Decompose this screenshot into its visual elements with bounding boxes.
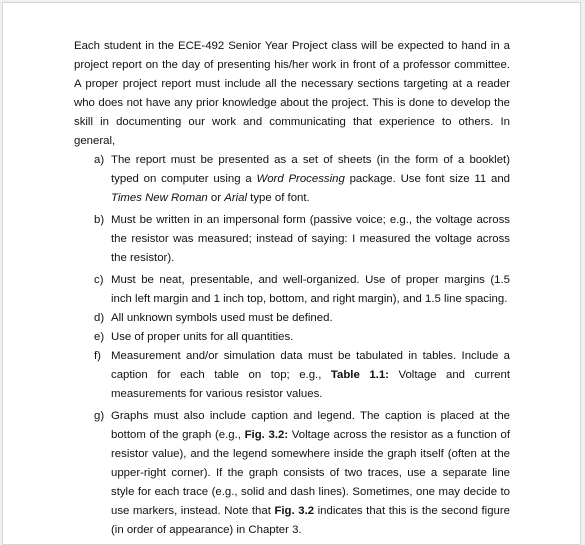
list-item [74,347,510,404]
item-text: Use of proper units for all quantities. [111,331,294,343]
item-text: type of font. [247,192,310,204]
item-text: The report must be presented as a set of sheets (in the form of a booklet) typed on computer using a [111,154,510,185]
requirements-list [74,151,510,540]
item-text: indicates that this is the second figure (in order of appearance) in Chapter 3. [111,505,510,536]
list-marker: e) [94,331,105,343]
emphasis-text: Arial [224,192,248,204]
item-text: Voltage across the resistor as a function of resistor value), and the legend somewhere inside the graph itself (often at the upper-right corner). If the graph consists of two traces, use a separate line style for each trace (e.g., solid and dash lines). Sometimes, one may decide to use markers, instead. Note that [111,429,510,517]
bold-reference: Fig. 3.2 [274,505,315,517]
list-item [74,271,510,309]
emphasis-text: Word Processing [256,173,345,185]
item-text: package. Use font size 11 and [344,173,511,185]
document-body [74,37,510,540]
item-text: or [207,192,225,204]
list-marker: a) [94,154,105,166]
bold-reference: Table 1.1: [330,369,389,381]
list-item [74,151,510,208]
list-item [74,211,510,268]
list-marker: g) [94,410,105,422]
item-text: All unknown symbols used must be defined. [111,312,333,324]
item-text: Must be written in an impersonal form (passive voice; e.g., the voltage across the resistor was measured; instead of saying: I measured the voltage across the resistor). [111,214,510,264]
list-item [74,407,510,540]
bold-reference: Fig. 3.2: [244,429,289,441]
item-text: Voltage and current measurements for various resistor values. [111,369,510,400]
document-page [2,2,581,545]
list-item [74,309,510,328]
list-marker: d) [94,312,105,324]
emphasis-text: Times New Roman [111,192,208,204]
item-text: Graphs must also include caption and legend. The caption is placed at the bottom of the graph (e.g., [111,410,510,441]
list-marker: c) [94,274,104,286]
list-marker: b) [94,214,105,226]
intro-paragraph: Each student in the ECE-492 Senior Year Project class will be expected to hand in a project report on the day of presenting his/her work in front of a professor committee. A proper project report must include all the necessary sections targeting at a reader who does not have any prior knowledge about the project. This is done to develop the skill in documenting our work and communicating that experience to others. In general, [74,40,510,147]
list-item [74,328,510,347]
item-text: Must be neat, presentable, and well-organized. Use of proper margins (1.5 inch left margin and 1 inch top, bottom, and right margin), and 1.5 line spacing. [111,274,510,305]
item-text: Measurement and/or simulation data must be tabulated in tables. Include a caption for each table on top; e.g., [111,350,510,381]
list-marker: f) [94,350,101,362]
